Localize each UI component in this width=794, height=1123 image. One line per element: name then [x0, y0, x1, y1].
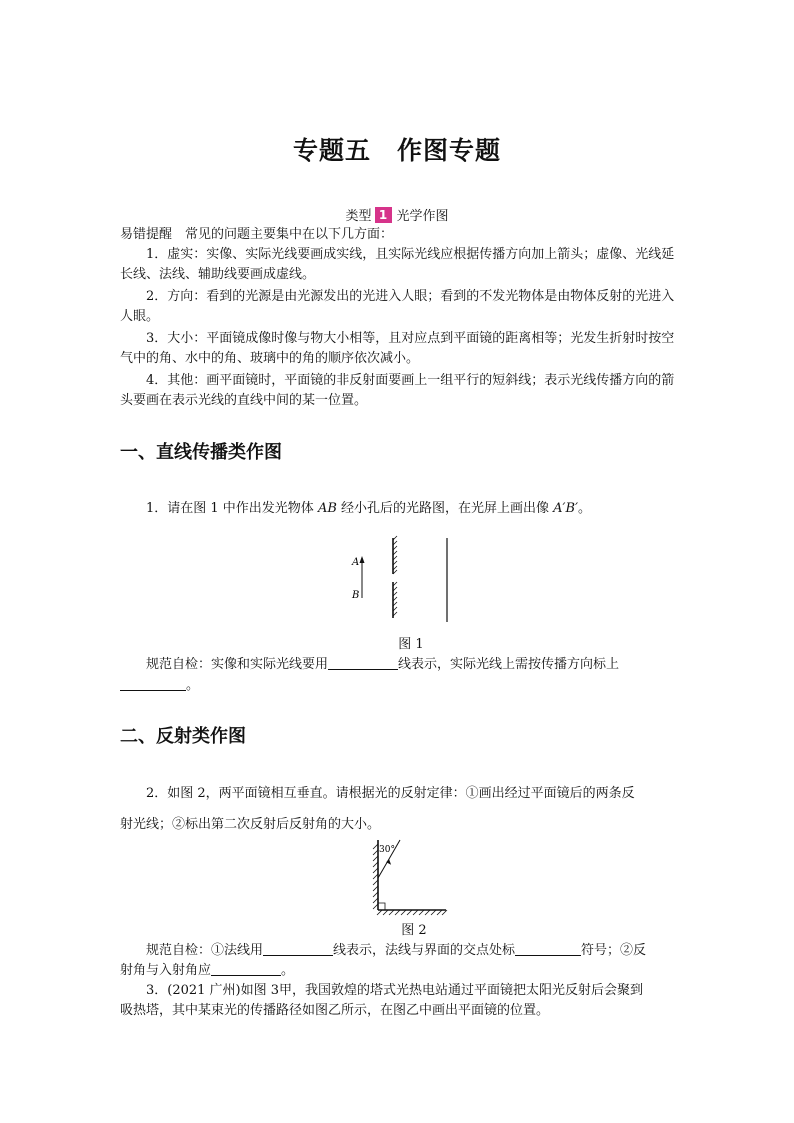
- q1-text-mid: 经小孔后的光路图，在光屏上画出像: [336, 501, 554, 516]
- tip-item-1: 1．虚实：实像、实际光线要画成实线，且实际光线应根据传播方向加上箭头；虚像、光线延长线、法线、辅助线要画成虚线。: [120, 247, 675, 282]
- q1-object-label: AB: [317, 501, 337, 516]
- question-2-line2: 射光线；②标出第二次反射后反射角的大小。: [120, 817, 381, 832]
- self-check-1-line2: [120, 676, 680, 696]
- check2-text-2: 线表示，法线与界面的交点处标: [333, 943, 516, 958]
- label-a: A: [352, 557, 360, 568]
- q1-text-post: 。: [578, 501, 592, 516]
- answer-blank[interactable]: [120, 676, 186, 691]
- self-check-2-line1: [120, 941, 680, 961]
- question-3-line2: 吸热塔，其中某束光的传播路径如图乙所示，在图乙中画出平面镜的位置。: [120, 1003, 550, 1018]
- type-name: 光学作图: [396, 209, 449, 224]
- q1-image-label: A′B′: [553, 501, 579, 516]
- figure-2-caption: 图 2: [401, 923, 427, 938]
- figure-2: [362, 838, 452, 918]
- label-b: B: [352, 590, 360, 601]
- check1-text-3: 。: [186, 678, 200, 693]
- pinhole-barrier: [393, 536, 397, 618]
- check2-text-5: 。: [281, 963, 295, 978]
- tip-item-2: 2．方向：看到的光源是由光源发出的光进入人眼；看到的不发光物体是由物体反射的光进入人眼。: [120, 289, 675, 324]
- type-label: 类型: [345, 209, 372, 224]
- self-check-2-line2: [120, 961, 680, 981]
- tips-lead: 易错提醒 常见的问题主要集中在以下几方面：: [120, 227, 394, 242]
- section-heading-2: 二、反射类作图: [120, 726, 246, 747]
- self-check-1-line1: [120, 655, 680, 675]
- incident-ray-arrow: [386, 859, 391, 865]
- right-angle-mark: [378, 903, 385, 910]
- check1-text-2: 线表示，实际光线上需按传播方向标上: [398, 657, 620, 672]
- answer-blank[interactable]: [328, 655, 398, 670]
- page-title: 专题五 作图专题: [292, 136, 501, 165]
- answer-blank[interactable]: [515, 941, 581, 956]
- check2-text-1: 规范自检：①法线用: [146, 943, 264, 958]
- figure-1-caption: 图 1: [398, 637, 424, 652]
- question-1: [120, 499, 680, 519]
- tip-item-3: 3．大小：平面镜成像时像与物大小相等，且对应点到平面镜的距离相等；光发生折射时按空气中的角、水中的角、玻璃中的角的顺序依次减小。: [120, 331, 675, 366]
- angle-label: 30°: [379, 845, 395, 855]
- question-2-line1: 2．如图 2，两平面镜相互垂直。请根据光的反射定律：①画出经过平面镜后的两条反: [146, 786, 635, 801]
- figure-1: [340, 532, 460, 628]
- q1-text-pre: 1．请在图 1 中作出发光物体: [146, 501, 318, 516]
- object-arrow-head: [360, 556, 365, 563]
- tip-item-4: 4．其他：画平面镜时，平面镜的非反射面要画上一组平行的短斜线；表示光线传播方向的箭头要画在表示光线的直线中间的某一位置。: [120, 373, 675, 408]
- check1-text-1: 规范自检：实像和实际光线要用: [146, 657, 329, 672]
- answer-blank[interactable]: [263, 941, 333, 956]
- question-3-line1: 3．(2021 广州)如图 3甲，我国敦煌的塔式光热电站通过平面镜把太阳光反射后会聚到: [146, 983, 644, 998]
- check2-text-4: 射角与入射角应: [120, 963, 212, 978]
- check2-text-3: 符号；②反: [581, 943, 647, 958]
- answer-blank[interactable]: [211, 961, 281, 976]
- type-heading: [0, 205, 794, 224]
- type-number-badge: 1: [375, 207, 392, 223]
- section-heading-1: 一、直线传播类作图: [120, 442, 282, 463]
